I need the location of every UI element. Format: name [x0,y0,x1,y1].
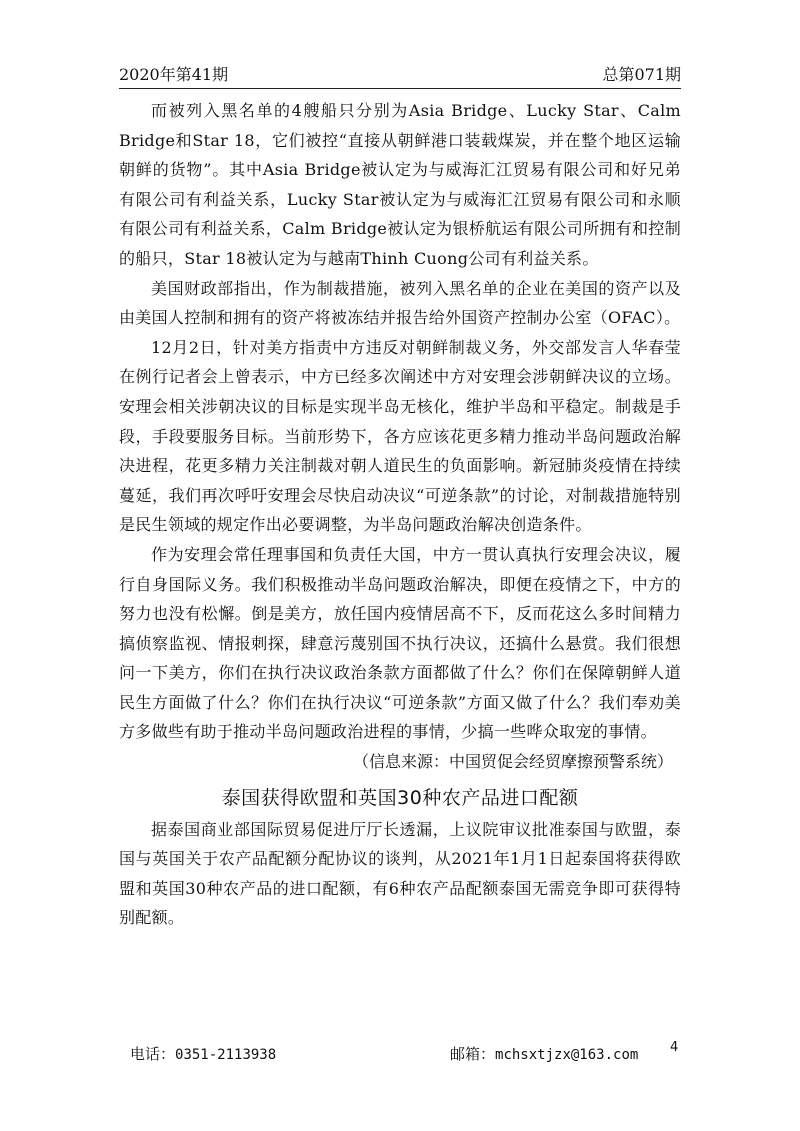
paragraph-spokesperson-statement: 12月2日，针对美方指责中方违反对朝鲜制裁义务，外交部发言人华春莹在例行记者会上曾表示，中方已经多次阐述中方对安理会涉朝鲜决议的立场。安理会相关涉朝决议的目标是实现半岛无核化，维护半岛和平稳定。制裁是手段，手段要服务目标。当前形势下，各方应该花更多精力推动半岛问题政治解决进程，花更多精力关注制裁对朝人道民生的负面影响。新冠肺炎疫情在持续蔓延，我们再次呼吁安理会尽快启动决议“可逆条款”的讨论，对制裁措施特别是民生领域的规定作出必要调整，为半岛问题政治解决创造条件。 [119,337,681,535]
footer-email [450,1043,638,1064]
footer-phone [130,1043,276,1064]
issue-number: 2020年第41期 [119,65,229,84]
article-title: 泰国获得欧盟和英国30种农产品进口配额 [221,786,579,809]
email-label: 邮箱： [450,1045,496,1063]
phone-label: 电话： [130,1045,176,1063]
phone-number: 0351-2113938 [175,1047,277,1063]
page-header [119,58,681,88]
total-issue-number: 总第071期 [602,65,681,84]
paragraph-treasury-sanctions: 美国财政部指出，作为制裁措施，被列入黑名单的企业在美国的资产以及由美国人控制和拥有的资产将被冻结并报告给外国资产控制办公室（OFAC）。 [119,278,681,328]
article-body [119,96,681,933]
email-address[interactable]: mchsxtjzx@163.com [495,1047,639,1063]
paragraph-thailand-quota: 据泰国商业部国际贸易促进厅厅长透漏，上议院审议批准泰国与欧盟，泰国与英国关于农产品配额分配协议的谈判，从2021年1月1日起泰国将获得欧盟和英国30种农产品的进口配额，有6种农产品配额泰国无需竞争即可获得特别配额。 [119,819,681,928]
page-number: 4 [670,1040,679,1055]
paragraph-blacklisted-ships: 而被列入黑名单的4艘船只分别为Asia Bridge、Lucky Star、Calm Bridge和Star 18，它们被控“直接从朝鲜港口装载煤炭，并在整个地区运输朝鲜的货物”。其中Asia Bridge被认定为与威海汇江贸易有限公司和好兄弟有限公司有利益关系，Lucky Star被认定为与威海汇江贸易有限公司和永顺有限公司有利益关系，Calm Bridge被认定为银桥航运有限公司所拥有和控制的船只，Star 18被认定为与越南Thinh Cuong公司有利益关系。 [119,101,681,268]
source-note: （信息来源：中国贸促会经贸摩擦预警系统） [352,752,673,772]
header-divider [119,88,681,89]
paragraph-china-position: 作为安理会常任理事国和负责任大国，中方一贯认真执行安理会决议，履行自身国际义务。我们积极推动半岛问题政治解决，即便在疫情之下，中方的努力也没有松懈。倒是美方，放任国内疫情居高不下，反而花这么多时间精力搞侦察监视、情报刺探，肆意污蔑别国不执行决议，还搞什么悬赏。我们很想问一下美方，你们在执行决议政治条款方面都做了什么？你们在保障朝鲜人道民生方面做了什么？你们在执行决议“可逆条款”方面又做了什么？我们奉劝美方多做些有助于推动半岛问题政治进程的事情，少搞一些哗众取宠的事情。 [119,544,681,742]
